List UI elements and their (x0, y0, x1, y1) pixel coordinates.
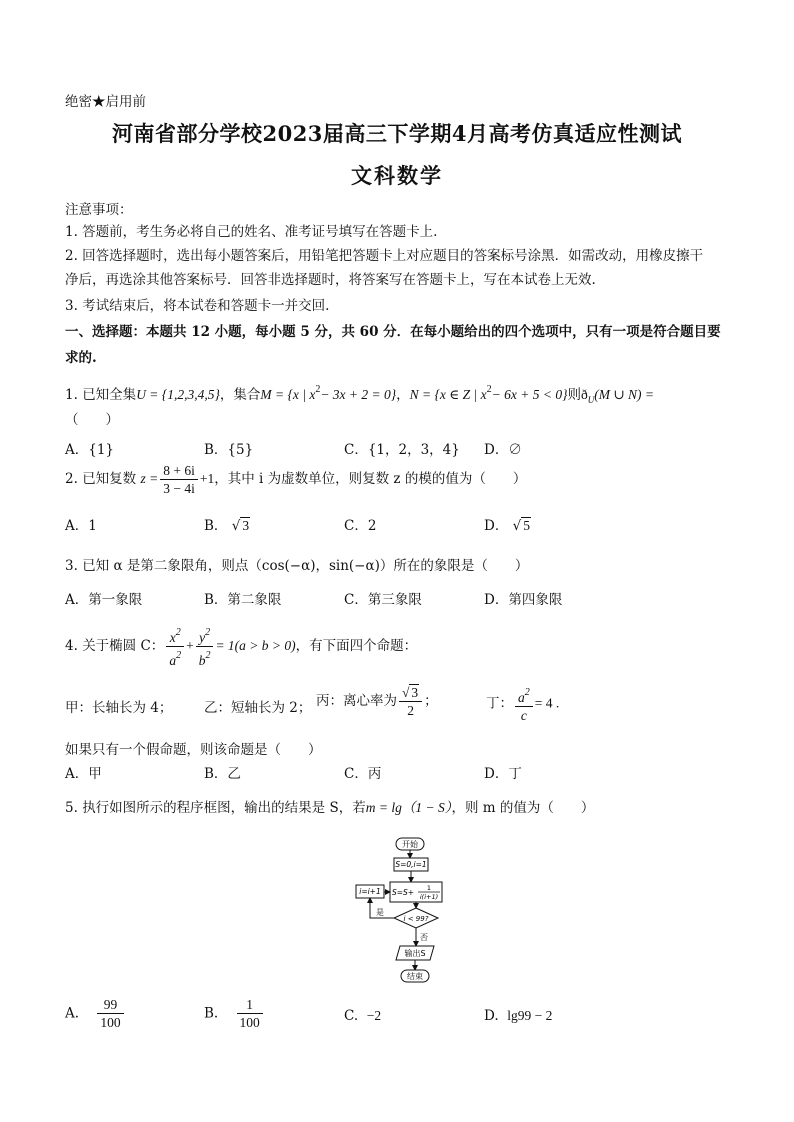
q5-number: 5. (65, 800, 78, 816)
q2-z-eq: z = (140, 471, 159, 486)
page-title: 河南省部分学校2023届高三下学期4月高考仿真适应性测试 (111, 121, 683, 146)
q1-set-m-tail: − 3x + 2 = 0} (320, 387, 397, 402)
q1-complement-sub: U (587, 395, 595, 405)
flow-update-num: 1 (426, 884, 432, 892)
q4-proposition-bing: 丙：离心率为 $\frac{√ 3}{2}$ ； (316, 685, 438, 718)
q1-answer-paren: （ ） (65, 412, 119, 428)
q4-number: 4. (65, 638, 78, 654)
q5-option-d: D. lg99 − 2 (484, 1008, 553, 1024)
q4-option-b: B．乙 (204, 766, 241, 782)
flow-update-den: i(i+1) (419, 893, 439, 901)
q2-option-d: D． √ 5 (484, 518, 530, 534)
q1-number: 1. (65, 387, 78, 403)
q5-formula: m = lg（1 − S） (365, 800, 452, 815)
flow-end-label: 结束 (407, 972, 423, 981)
q5-text-a: 执行如图所示的程序框图，输出的结果是 S，若 (82, 800, 366, 816)
question-5-stem (65, 798, 594, 818)
q2-option-a: A．1 (65, 518, 97, 534)
q3-text: 已知 α 是第二象限角，则点（cos(−α)，sin(−α)）所在的象限是（ ） (82, 558, 529, 574)
q1-text-a: 已知全集 (82, 387, 137, 403)
q1-text-c: ， (396, 387, 410, 403)
q1-set-n-tail: − 6x + 5 < 0} (491, 387, 568, 402)
q5-option-b: B. $\frac{1}{100}$ (204, 996, 265, 1031)
q4-text-b: ，有下面四个命题： (295, 638, 418, 654)
q3-option-b: B．第二象限 (204, 592, 282, 608)
q2-fraction: $\frac{8 + 6i}{3 - 4i}$ (160, 462, 198, 497)
flow-init-label: S=0,i=1 (395, 860, 427, 869)
q4-proposition-jia: 甲：长轴长为 4； (65, 700, 173, 716)
q4-option-c: C．丙 (344, 766, 382, 782)
flow-condition-label: i < 99? (403, 915, 429, 923)
note-item-2-cont: 净后，再选涂其他答案标号．回答非选择题时，将答案写在答题卡上，写在本试卷上无效. (65, 272, 596, 288)
q2-text-a: 已知复数 (82, 471, 137, 487)
q1-option-c: C．{1，2，3，4} (344, 442, 460, 458)
q1-text-d: 则 (567, 387, 581, 403)
q2-number: 2. (65, 471, 78, 487)
q1-option-a: A．{1} (65, 442, 115, 458)
note-item-3: 3. 考试结束后，将本试卷和答题卡一并交回. (65, 298, 330, 314)
note-item-1: 1. 答题前，考生务必将自己的姓名、准考证号填写在答题卡上. (65, 224, 438, 240)
page-subtitle: 文科数学 (351, 163, 443, 188)
flow-yes-label: 是 (376, 908, 384, 917)
q1-option-d: D．∅ (484, 442, 522, 458)
q4-text-a: 关于椭圆 C： (82, 638, 165, 654)
q2-plus-one: +1 (199, 471, 215, 486)
q5-text-b: ，则 m 的值为（ ） (451, 800, 595, 816)
flow-start-label: 开始 (402, 840, 418, 849)
flow-output-label: 输出S (404, 949, 426, 958)
flowchart-diagram (352, 836, 448, 990)
q5-option-c: C. −2 (344, 1008, 382, 1024)
note-item-2: 2. 回答选择题时，选出每小题答案后，用铅笔把答题卡上对应题目的答案标号涂黑．如需改动，用橡皮擦干 (65, 248, 704, 264)
section-heading-line2: 求的. (65, 350, 97, 366)
q1-option-b: B．{5} (204, 442, 254, 458)
q2-option-c: C．2 (344, 518, 377, 534)
notes-heading: 注意事项： (65, 202, 133, 218)
q3-option-a: A．第一象限 (65, 592, 143, 608)
q4-option-a: A．甲 (65, 766, 102, 782)
q4-proposition-ding: 丁： $\frac{a^2}{c}$ = 4 . (486, 684, 559, 724)
q4-fraction-y: $\frac{y^2}{b^2}$ (196, 624, 214, 669)
q4-eq-tail: = 1(a > b > 0) (215, 638, 296, 653)
q1-complement-symbol: ð (581, 387, 588, 402)
q4-option-d: D．丁 (484, 766, 522, 782)
question-1-stem: 1. 已知全集U = {1,2,3,4,5}，集合M = {x | $x^2- 3x + 2 = 0$}，N = {x ∈ Z | $x^2- 6x + 5 < 0$}则$ð_U(M$ ∪ N) = (65, 384, 655, 405)
flow-increment-label: i=i+1 (359, 887, 381, 896)
q5-option-a: A. $\frac{99}{100}$ (65, 996, 126, 1031)
q1-text-b: ，集合 (219, 387, 261, 403)
q2-text-b: ，其中 i 为虚数单位，则复数 z 的模的值为（ ） (214, 471, 527, 487)
q4-question-text: 如果只有一个假命题，则该命题是（ ） (65, 742, 322, 758)
question-3-stem (65, 556, 528, 576)
secret-label: 绝密★启用前 (65, 94, 146, 110)
question-2-stem (65, 462, 526, 497)
question-4-stem: 4. 关于椭圆 C： $\frac{x^2}{a^2}$ + $\frac{y^2}{b^2}$ = 1(a > b > 0)，有下面四个命题： (65, 624, 417, 669)
q2-option-b: B． √ 3 (204, 518, 250, 534)
q1-set-u: U = {1,2,3,4,5} (136, 387, 220, 402)
flow-no-label: 否 (420, 933, 428, 942)
q3-option-d: D．第四象限 (484, 592, 563, 608)
q1-set-n: N = {x ∈ Z | x (409, 387, 487, 402)
q4-fraction-x: $\frac{x^2}{a^2}$ (166, 624, 184, 669)
section-heading-line1: 一、选择题：本题共 12 小题，每小题 5 分，共 60 分．在每小题给出的四个选项中，只有一项是符合题目要 (65, 324, 721, 340)
q1-complement-tail: (M ∪ N) = (594, 387, 655, 402)
q3-option-c: C．第三象限 (344, 592, 422, 608)
q4-proposition-yi: 乙：短轴长为 2； (204, 700, 312, 716)
flow-update-label: S=S+ (392, 888, 415, 897)
q3-number: 3. (65, 558, 78, 574)
q1-set-m: M = {x | x (260, 387, 316, 402)
